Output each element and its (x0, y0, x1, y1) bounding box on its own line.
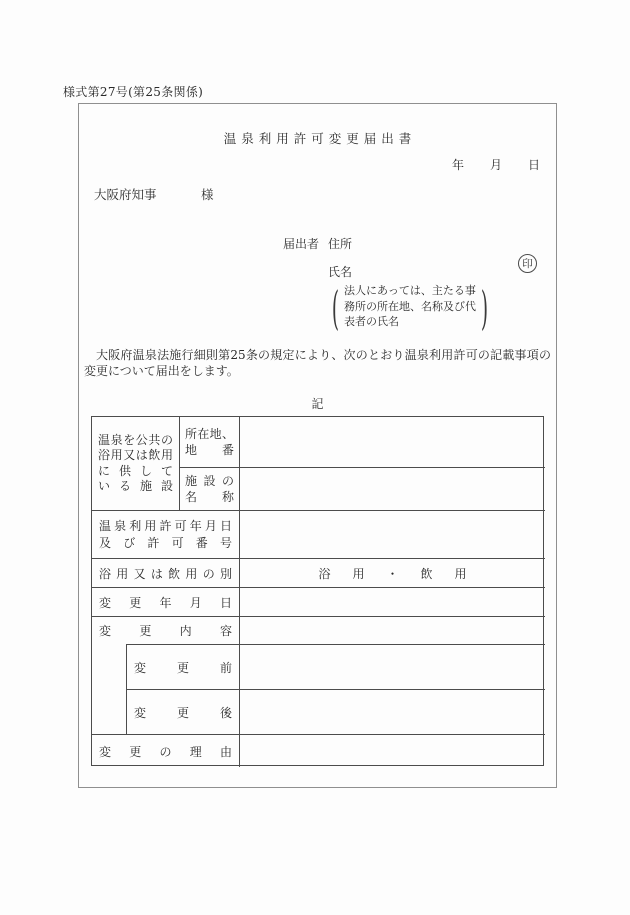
record-heading: 記 (311, 397, 324, 411)
change-details-value-cell (240, 616, 545, 644)
change-reason-label: 変更の理由 (99, 744, 232, 759)
applicant-name-label: 氏名 (328, 265, 353, 279)
after-change-value-cell (240, 689, 545, 734)
corporate-note-text (341, 281, 479, 335)
change-details-label: 変更内容 (99, 624, 232, 638)
facility-group-label-line: 浴用又は飲用 (98, 448, 173, 462)
seal-character: 印 (522, 258, 533, 270)
permit-date-label-line: 及び許可番号 (99, 535, 232, 550)
change-date-value-cell (240, 587, 545, 616)
addressee-name: 大阪府知事 (94, 187, 157, 202)
facility-group-label-line: に供して (98, 463, 173, 478)
facility-group-label-line: いる施設 (98, 479, 173, 493)
form-border-frame (78, 103, 557, 788)
corporate-note-line: 法人にあっては、主たる事 (344, 284, 476, 297)
change-date-label: 変更年月日 (99, 595, 232, 610)
corporate-note (330, 281, 490, 335)
change-reason-value-cell (240, 734, 545, 767)
change-notification-table (91, 416, 544, 766)
facility-name-label-cell (180, 468, 240, 510)
corporate-note-line: 務所の所在地、名称及び代 (344, 299, 476, 313)
usage-type-value: 浴用・飲用 (318, 566, 489, 581)
facility-name-value-cell (240, 468, 545, 510)
before-change-label-cell (126, 644, 240, 689)
usage-type-label-cell (92, 558, 240, 587)
month-label: 月 (489, 158, 502, 172)
form-number-label: 様式第27号(第25条関係) (63, 85, 204, 99)
permit-date-label-line: 温泉利用許可年月日 (99, 518, 232, 533)
corporate-note-line: 表者の氏名 (344, 315, 399, 328)
change-details-label-cell (92, 616, 240, 644)
location-label-line: 地番 (185, 443, 234, 457)
applicant-address-label: 住所 (328, 237, 353, 251)
after-change-label-cell (126, 689, 240, 734)
addressee-honorific: 様 (201, 187, 214, 202)
declaration-paragraph: 大阪府温泉法施行細則第25条の規定により、次のとおり温泉利用許可の記載事項の変更について届出をします。 (84, 348, 551, 378)
year-label: 年 (451, 158, 464, 172)
date-line (452, 156, 540, 173)
notifier-label: 届出者 (283, 237, 320, 251)
facility-group-label-line: 温泉を公共の (98, 432, 173, 447)
location-label-line: 所在地、 (185, 426, 234, 441)
close-paren: ) (480, 281, 489, 335)
day-label: 日 (527, 158, 540, 172)
form-title: 温泉利用許可変更届出書 (223, 131, 417, 146)
permit-date-label-cell (92, 510, 240, 558)
before-change-label: 変更前 (134, 660, 232, 675)
usage-type-label: 浴用又は飲用の別 (99, 566, 232, 581)
open-paren: ( (331, 281, 340, 335)
permit-date-value-cell (240, 510, 545, 558)
before-change-value-cell (240, 644, 545, 689)
location-value-cell (240, 417, 545, 468)
change-date-label-cell (92, 587, 240, 616)
facility-name-label-line: 名称 (185, 490, 234, 504)
location-label-cell (180, 417, 240, 468)
usage-type-value-cell (240, 558, 545, 587)
facility-group-label-cell (92, 417, 180, 510)
change-reason-label-cell (92, 734, 240, 767)
facility-name-label-line: 施設の (185, 474, 234, 488)
seal-mark (518, 254, 537, 273)
after-change-label: 変更後 (134, 705, 232, 720)
